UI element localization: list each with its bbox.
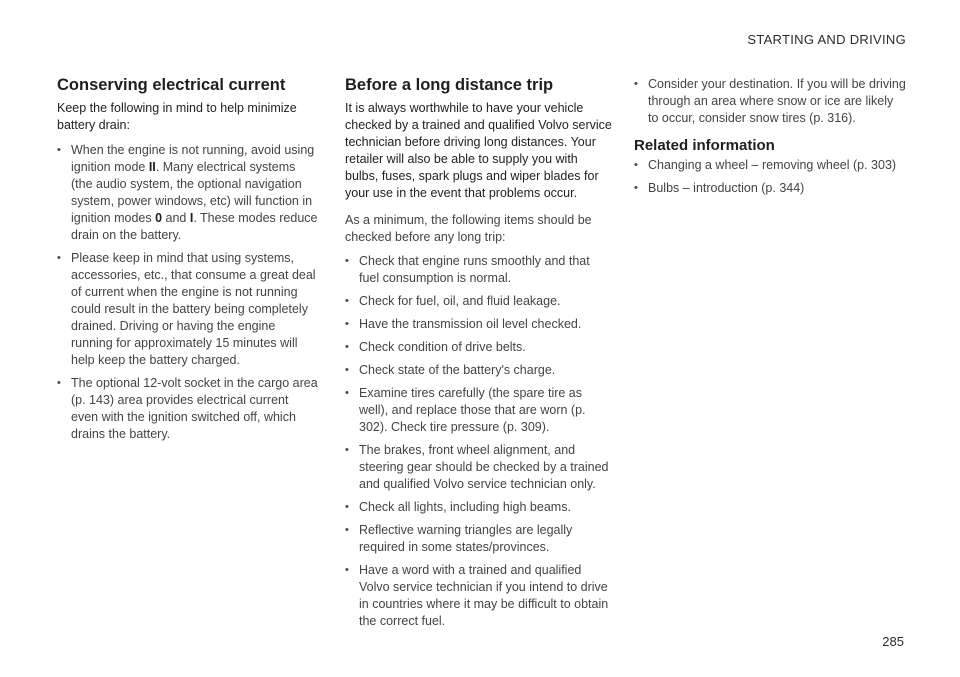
section-title-conserving: Conserving electrical current xyxy=(57,76,286,94)
related-information-list xyxy=(634,157,906,197)
ignition-mode-label: 0 xyxy=(155,210,163,225)
list-item-text: The brakes, front wheel alignment, and steering gear should be checked by a trained and qualified Volvo service technician only. xyxy=(359,442,609,491)
list-item xyxy=(345,385,613,436)
long-distance-checklist xyxy=(345,253,613,630)
bullet-icon: • xyxy=(57,251,61,264)
bullet-icon: • xyxy=(345,317,349,330)
list-item xyxy=(345,562,613,630)
conserving-intro: Keep the following in mind to help minimize battery drain: xyxy=(57,100,297,132)
list-item-text: When the engine is not running, avoid using ignition mode xyxy=(71,142,315,174)
bullet-icon: • xyxy=(634,182,638,194)
bullet-icon: • xyxy=(345,443,349,456)
section-header: STARTING AND DRIVING xyxy=(747,32,906,47)
list-item xyxy=(634,76,906,127)
long-distance-lead: As a minimum, the following items should be checked before any long trip: xyxy=(345,212,592,244)
list-item-text: Reflective warning triangles are legally required in some states/provinces. xyxy=(359,522,573,554)
list-item-text: Check all lights, including high beams. xyxy=(359,499,571,514)
bullet-icon: • xyxy=(345,254,349,267)
list-item-text: Please keep in mind that using systems, accessories, etc., that consume a great deal of current when the engine is not running could result in the battery being completely drained. Driving or having the engine running for approximately 15 minutes will help keep the battery charged. xyxy=(71,250,316,367)
long-distance-intro: It is always worthwhile to have your vehicle checked by a trained and qualified Volvo service technician before driving long distances. Your retailer will also be able to supply you with bulbs, fuses, spark plugs and wiper blades for your use in the event that problems occur. xyxy=(345,100,612,200)
related-link-text[interactable]: Changing a wheel – removing wheel (p. 303) xyxy=(648,158,897,172)
list-item-text: Check condition of drive belts. xyxy=(359,339,526,354)
related-link-item[interactable] xyxy=(634,180,906,197)
column-conserving-current xyxy=(57,76,319,449)
ignition-mode-label: I xyxy=(189,210,194,225)
bullet-icon: • xyxy=(345,294,349,307)
list-item xyxy=(345,293,613,310)
list-item-text: Examine tires carefully (the spare tire as well), and replace those that are worn (p. 302). Check tire pressure (p. 309). xyxy=(359,385,586,434)
related-link-item[interactable] xyxy=(634,157,906,174)
bullet-icon: • xyxy=(345,363,349,376)
list-item-text: Check state of the battery's charge. xyxy=(359,362,556,377)
list-item xyxy=(345,339,613,356)
list-item-text: . These modes reduce drain on the battery. xyxy=(71,210,318,242)
related-information-title: Related information xyxy=(634,137,775,154)
list-item xyxy=(57,142,319,244)
list-item xyxy=(345,499,613,516)
bullet-icon: • xyxy=(57,143,61,156)
column-continued xyxy=(634,76,906,203)
list-item-text: Consider your destination. If you will be driving through an area where snow or ice are likely to occur, consider snow tires (p. 316). xyxy=(648,77,906,125)
section-title-long-distance: Before a long distance trip xyxy=(345,76,554,94)
list-item xyxy=(57,375,319,443)
bullet-icon: • xyxy=(345,500,349,513)
page-number: 285 xyxy=(882,634,904,649)
bullet-icon: • xyxy=(345,386,349,399)
list-item-text: and xyxy=(162,210,190,225)
bullet-icon: • xyxy=(634,78,638,90)
list-item-text: Have a word with a trained and qualified Volvo service technician if you intend to drive in countries where it may be difficult to obtain the correct fuel. xyxy=(359,562,609,628)
list-item xyxy=(345,253,613,287)
bullet-icon: • xyxy=(345,340,349,353)
list-item-text: Check for fuel, oil, and fluid leakage. xyxy=(359,293,561,308)
conserving-list xyxy=(57,142,319,443)
bullet-icon: • xyxy=(57,376,61,389)
bullet-icon: • xyxy=(634,159,638,171)
continued-list xyxy=(634,76,906,127)
bullet-icon: • xyxy=(345,563,349,576)
ignition-mode-label: II xyxy=(148,159,156,174)
list-item-text: Have the transmission oil level checked. xyxy=(359,316,582,331)
bullet-icon: • xyxy=(345,523,349,536)
list-item xyxy=(57,250,319,369)
related-link-text[interactable]: Bulbs – introduction (p. 344) xyxy=(648,181,805,195)
list-item-text: . Many electrical systems (the audio system, the optional navigation system, power windows, etc) will function in ignition modes xyxy=(71,159,313,225)
list-item-text: The optional 12-volt socket in the cargo area (p. 143) area provides electrical current even with the ignition switched off, which drains the battery. xyxy=(71,375,318,441)
column-long-distance xyxy=(345,76,613,636)
list-item xyxy=(345,362,613,379)
list-item xyxy=(345,316,613,333)
list-item xyxy=(345,442,613,493)
list-item-text: Check that engine runs smoothly and that fuel consumption is normal. xyxy=(359,253,590,285)
list-item xyxy=(345,522,613,556)
